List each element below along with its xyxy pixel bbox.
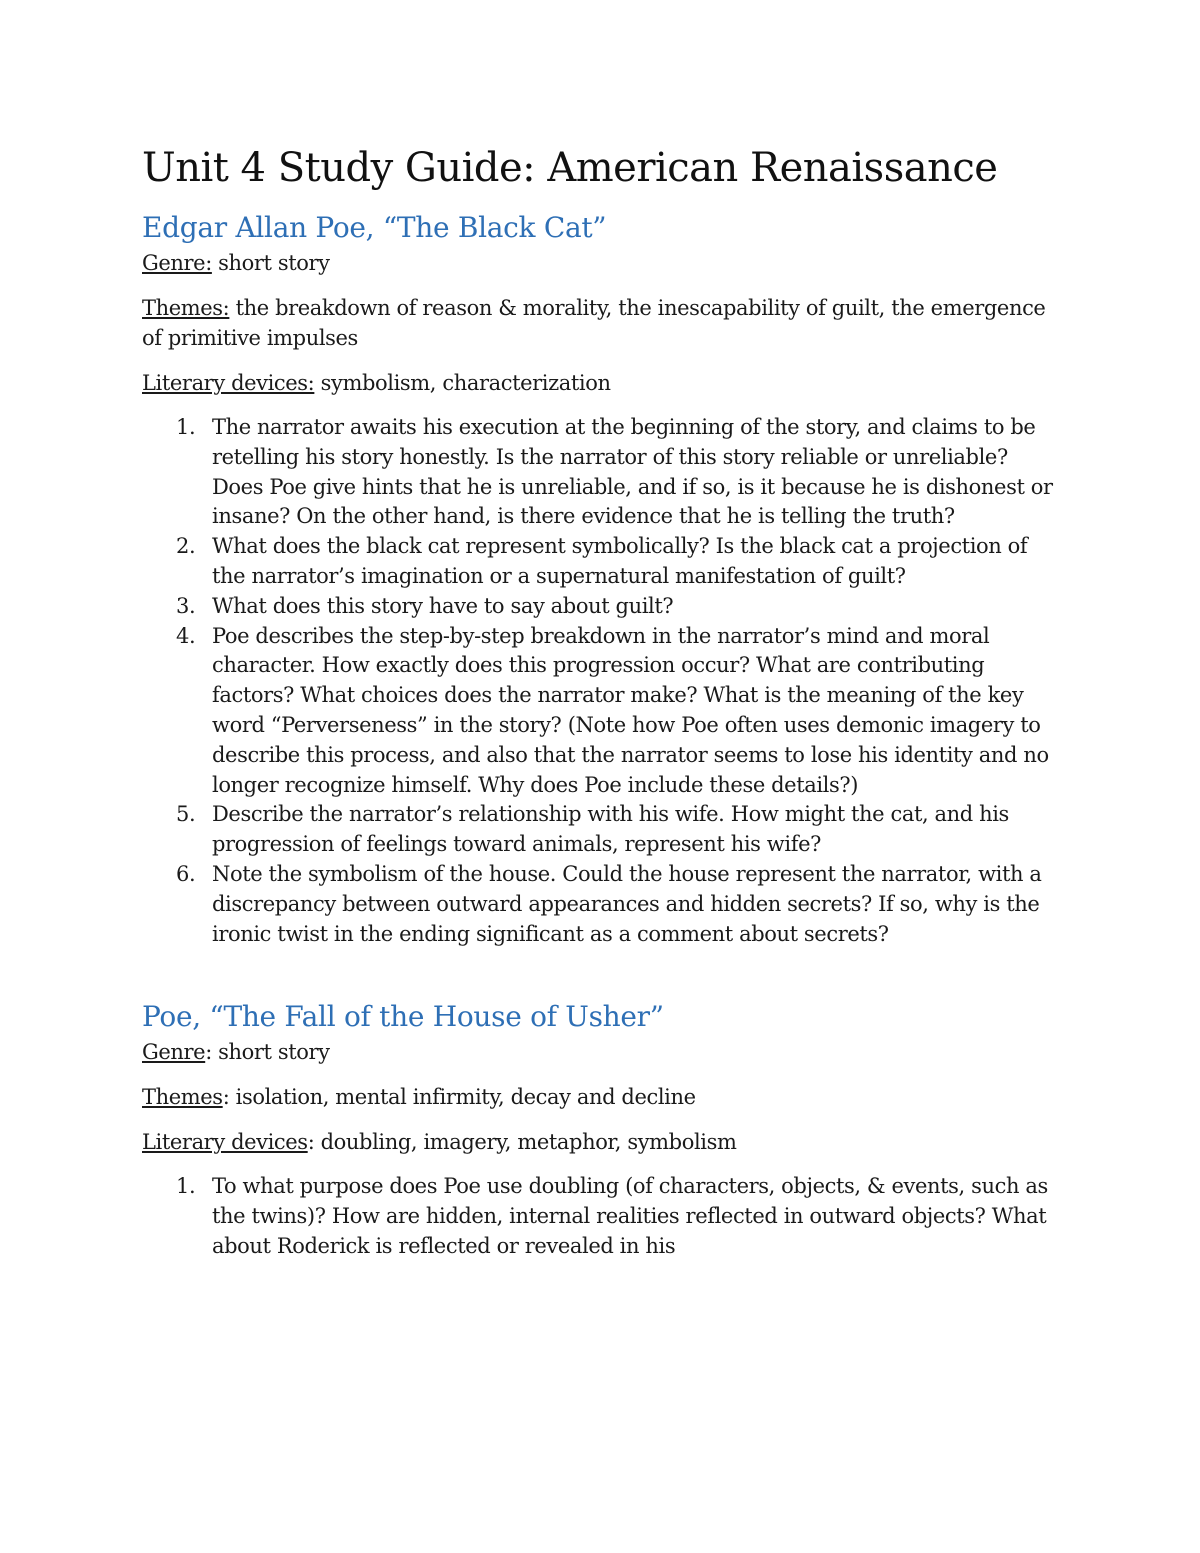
devices-line bbox=[142, 368, 1062, 398]
document-title: Unit 4 Study Guide: American Renaissance bbox=[142, 145, 998, 191]
list-item bbox=[142, 622, 1062, 801]
question-number: 6. bbox=[176, 861, 196, 886]
list-item bbox=[142, 592, 1062, 622]
themes-label: Themes bbox=[142, 1085, 223, 1110]
themes-value: : isolation, mental infirmity, decay and decline bbox=[222, 1085, 696, 1110]
section-house-of-usher bbox=[142, 997, 1062, 1261]
genre-line bbox=[142, 1037, 1062, 1067]
question-list bbox=[142, 1172, 1062, 1261]
question-number: 2. bbox=[176, 534, 196, 559]
list-item bbox=[142, 1172, 1062, 1261]
question-text: The narrator awaits his execution at the beginning of the story, and claims to be retelling his story honestly. Is the narrator of this story reliable or unreliable? Does Poe give hints that he is unreliable, and if so, is it because he is dishonest or insane? On the other hand, is there evidence that he is telling the truth? bbox=[212, 415, 1053, 529]
genre-value: short story bbox=[211, 251, 330, 275]
list-item bbox=[142, 860, 1062, 949]
genre-label: Genre bbox=[142, 1040, 206, 1065]
question-number: 1. bbox=[176, 415, 196, 439]
themes-line bbox=[142, 293, 1062, 353]
list-item bbox=[142, 800, 1062, 860]
question-text: What does this story have to say about guilt? bbox=[212, 593, 674, 618]
themes-value: the breakdown of reason & morality, the inescapability of guilt, the emergence of primitive impulses bbox=[142, 296, 1046, 350]
question-text: Note the symbolism of the house. Could the house represent the narrator, with a discrepancy between outward appearances and hidden secrets? If so, why is the ironic twist in the ending significant as a comment about secrets? bbox=[212, 861, 1042, 946]
devices-line bbox=[142, 1127, 1062, 1157]
question-list bbox=[142, 413, 1062, 949]
section-heading: Edgar Allan Poe, “The Black Cat” bbox=[142, 211, 607, 244]
question-number: 3. bbox=[176, 593, 196, 618]
devices-value: : doubling, imagery, metaphor, symbolism bbox=[307, 1130, 737, 1155]
section-black-cat bbox=[142, 208, 1062, 949]
themes-label: Themes: bbox=[142, 296, 230, 320]
devices-label: Literary devices bbox=[142, 1130, 308, 1155]
list-item bbox=[142, 413, 1062, 532]
question-number: 1. bbox=[176, 1174, 196, 1199]
themes-line bbox=[142, 1082, 1062, 1112]
question-number: 5. bbox=[176, 802, 196, 827]
devices-value: symbolism, characterization bbox=[314, 371, 611, 395]
question-text: To what purpose does Poe use doubling (of characters, objects, & events, such as the twins)? How are hidden, internal realities reflected in outward objects? What about Roderick is reflected or revealed in his bbox=[212, 1174, 1048, 1258]
question-text: Describe the narrator’s relationship with his wife. How might the cat, and his progression of feelings toward animals, represent his wife? bbox=[212, 802, 1009, 857]
question-text: Poe describes the step-by-step breakdown in the narrator’s mind and moral character. How exactly does this progression occur? What are contributing factors? What choices does the narrator make? What is the meaning of the key word “Perverseness” in the story? (Note how Poe often uses demonic imagery to describe this process, and also that the narrator seems to lose his identity and no longer recognize himself. Why does Poe include these details?) bbox=[212, 623, 1049, 797]
genre-line bbox=[142, 248, 1062, 278]
document-page bbox=[142, 140, 1062, 1262]
section-heading: Poe, “The Fall of the House of Usher” bbox=[142, 1000, 664, 1034]
list-item bbox=[142, 532, 1062, 592]
genre-value: : short story bbox=[205, 1040, 330, 1065]
genre-label: Genre: bbox=[142, 251, 212, 275]
section-spacer bbox=[142, 949, 1062, 997]
question-text: What does the black cat represent symbolically? Is the black cat a projection of the narrator’s imagination or a supernatural manifestation of guilt? bbox=[212, 534, 1028, 588]
devices-label: Literary devices: bbox=[142, 371, 315, 395]
question-number: 4. bbox=[176, 623, 196, 648]
